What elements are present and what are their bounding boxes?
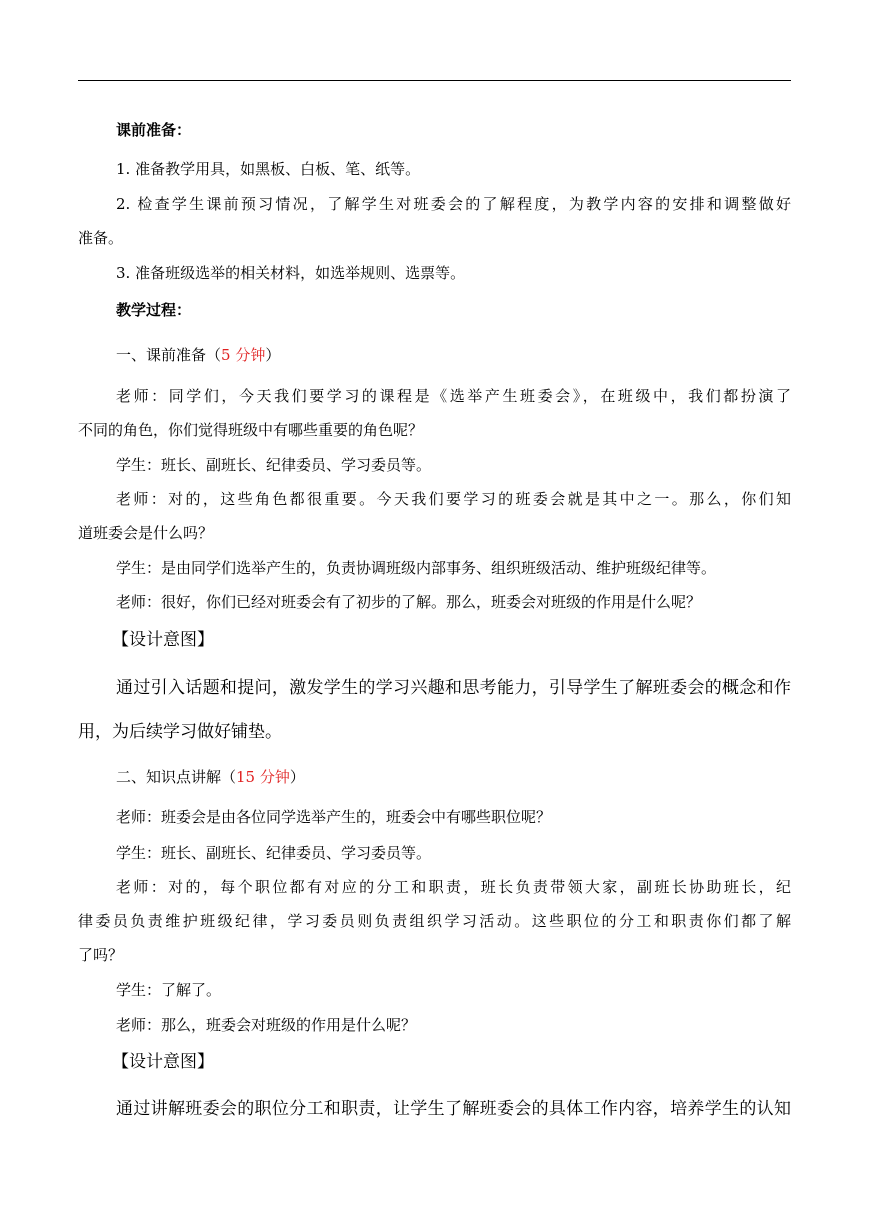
section-2-intent-heading: 【设计意图】 xyxy=(112,1052,214,1072)
section-2-dialog-5: 老师：那么，班委会对班级的作用是什么呢？ xyxy=(116,1016,417,1034)
section-2-dialog-2: 学生：班长、副班长、纪律委员、学习委员等。 xyxy=(116,844,432,862)
section-2-time: 15 分钟 xyxy=(236,768,290,786)
section-2-title-close: ） xyxy=(289,768,305,786)
section-2-intent-line-1: 通过讲解班委会的职位分工和职责，让学生了解班委会的具体工作内容，培养学生的认知 xyxy=(116,1099,791,1119)
prep-heading: 课前准备： xyxy=(116,121,192,139)
section-1-title-close: ） xyxy=(265,346,281,364)
section-1-dialog-5: 老师：很好，你们已经对班委会有了初步的了解。那么，班委会对班级的作用是什么呢？ xyxy=(116,593,702,611)
section-1-time: 5 分钟 xyxy=(221,346,266,364)
section-2-title xyxy=(78,765,791,789)
section-1-dialog-3-line-2: 道班委会是什么吗？ xyxy=(78,524,214,542)
section-2-dialog-3-line-2: 律委员负责维护班级纪律，学习委员则负责组织学习活动。这些职位的分工和职责你们都了解 xyxy=(78,912,791,930)
section-1-intent-line-1: 通过引入话题和提问，激发学生的学习兴趣和思考能力，引导学生了解班委会的概念和作 xyxy=(116,678,791,698)
section-1-dialog-1-line-1: 老师：同学们，今天我们要学习的课程是《选举产生班委会》，在班级中，我们都扮演了 xyxy=(116,387,791,405)
section-1-title xyxy=(78,343,791,367)
section-1-dialog-4: 学生：是由同学们选举产生的，负责协调班级内部事务、组织班级活动、维护班级纪律等。 xyxy=(116,559,717,577)
header-rule xyxy=(78,80,791,81)
prep-item-1: 1. 准备教学用具，如黑板、白板、笔、纸等。 xyxy=(116,160,421,178)
section-1-intent-heading: 【设计意图】 xyxy=(112,630,214,650)
section-1-intent-line-2: 用，为后续学习做好铺垫。 xyxy=(78,722,282,742)
prep-item-3: 3. 准备班级选举的相关材料，如选举规则、选票等。 xyxy=(116,264,466,282)
section-1-title-text: 一、课前准备（ xyxy=(116,346,222,364)
section-2-dialog-3-line-3: 了吗？ xyxy=(78,946,124,964)
section-1-dialog-2: 学生：班长、副班长、纪律委员、学习委员等。 xyxy=(116,456,432,474)
prep-item-2-line-2: 准备。 xyxy=(78,229,124,247)
prep-item-2-line-1: 2. 检查学生课前预习情况，了解学生对班委会的了解程度，为教学内容的安排和调整做好 xyxy=(116,195,791,213)
section-2-dialog-4: 学生：了解了。 xyxy=(116,981,222,999)
process-heading: 教学过程： xyxy=(116,301,192,319)
section-1-dialog-3-line-1: 老师：对的，这些角色都很重要。今天我们要学习的班委会就是其中之一。那么，你们知 xyxy=(116,490,791,508)
section-2-dialog-1: 老师：班委会是由各位同学选举产生的，班委会中有哪些职位呢？ xyxy=(116,808,552,826)
section-2-dialog-3-line-1: 老师：对的，每个职位都有对应的分工和职责，班长负责带领大家，副班长协助班长，纪 xyxy=(116,878,791,896)
section-2-title-text: 二、知识点讲解（ xyxy=(116,768,237,786)
section-1-dialog-1-line-2: 不同的角色，你们觉得班级中有哪些重要的角色呢？ xyxy=(78,421,424,439)
